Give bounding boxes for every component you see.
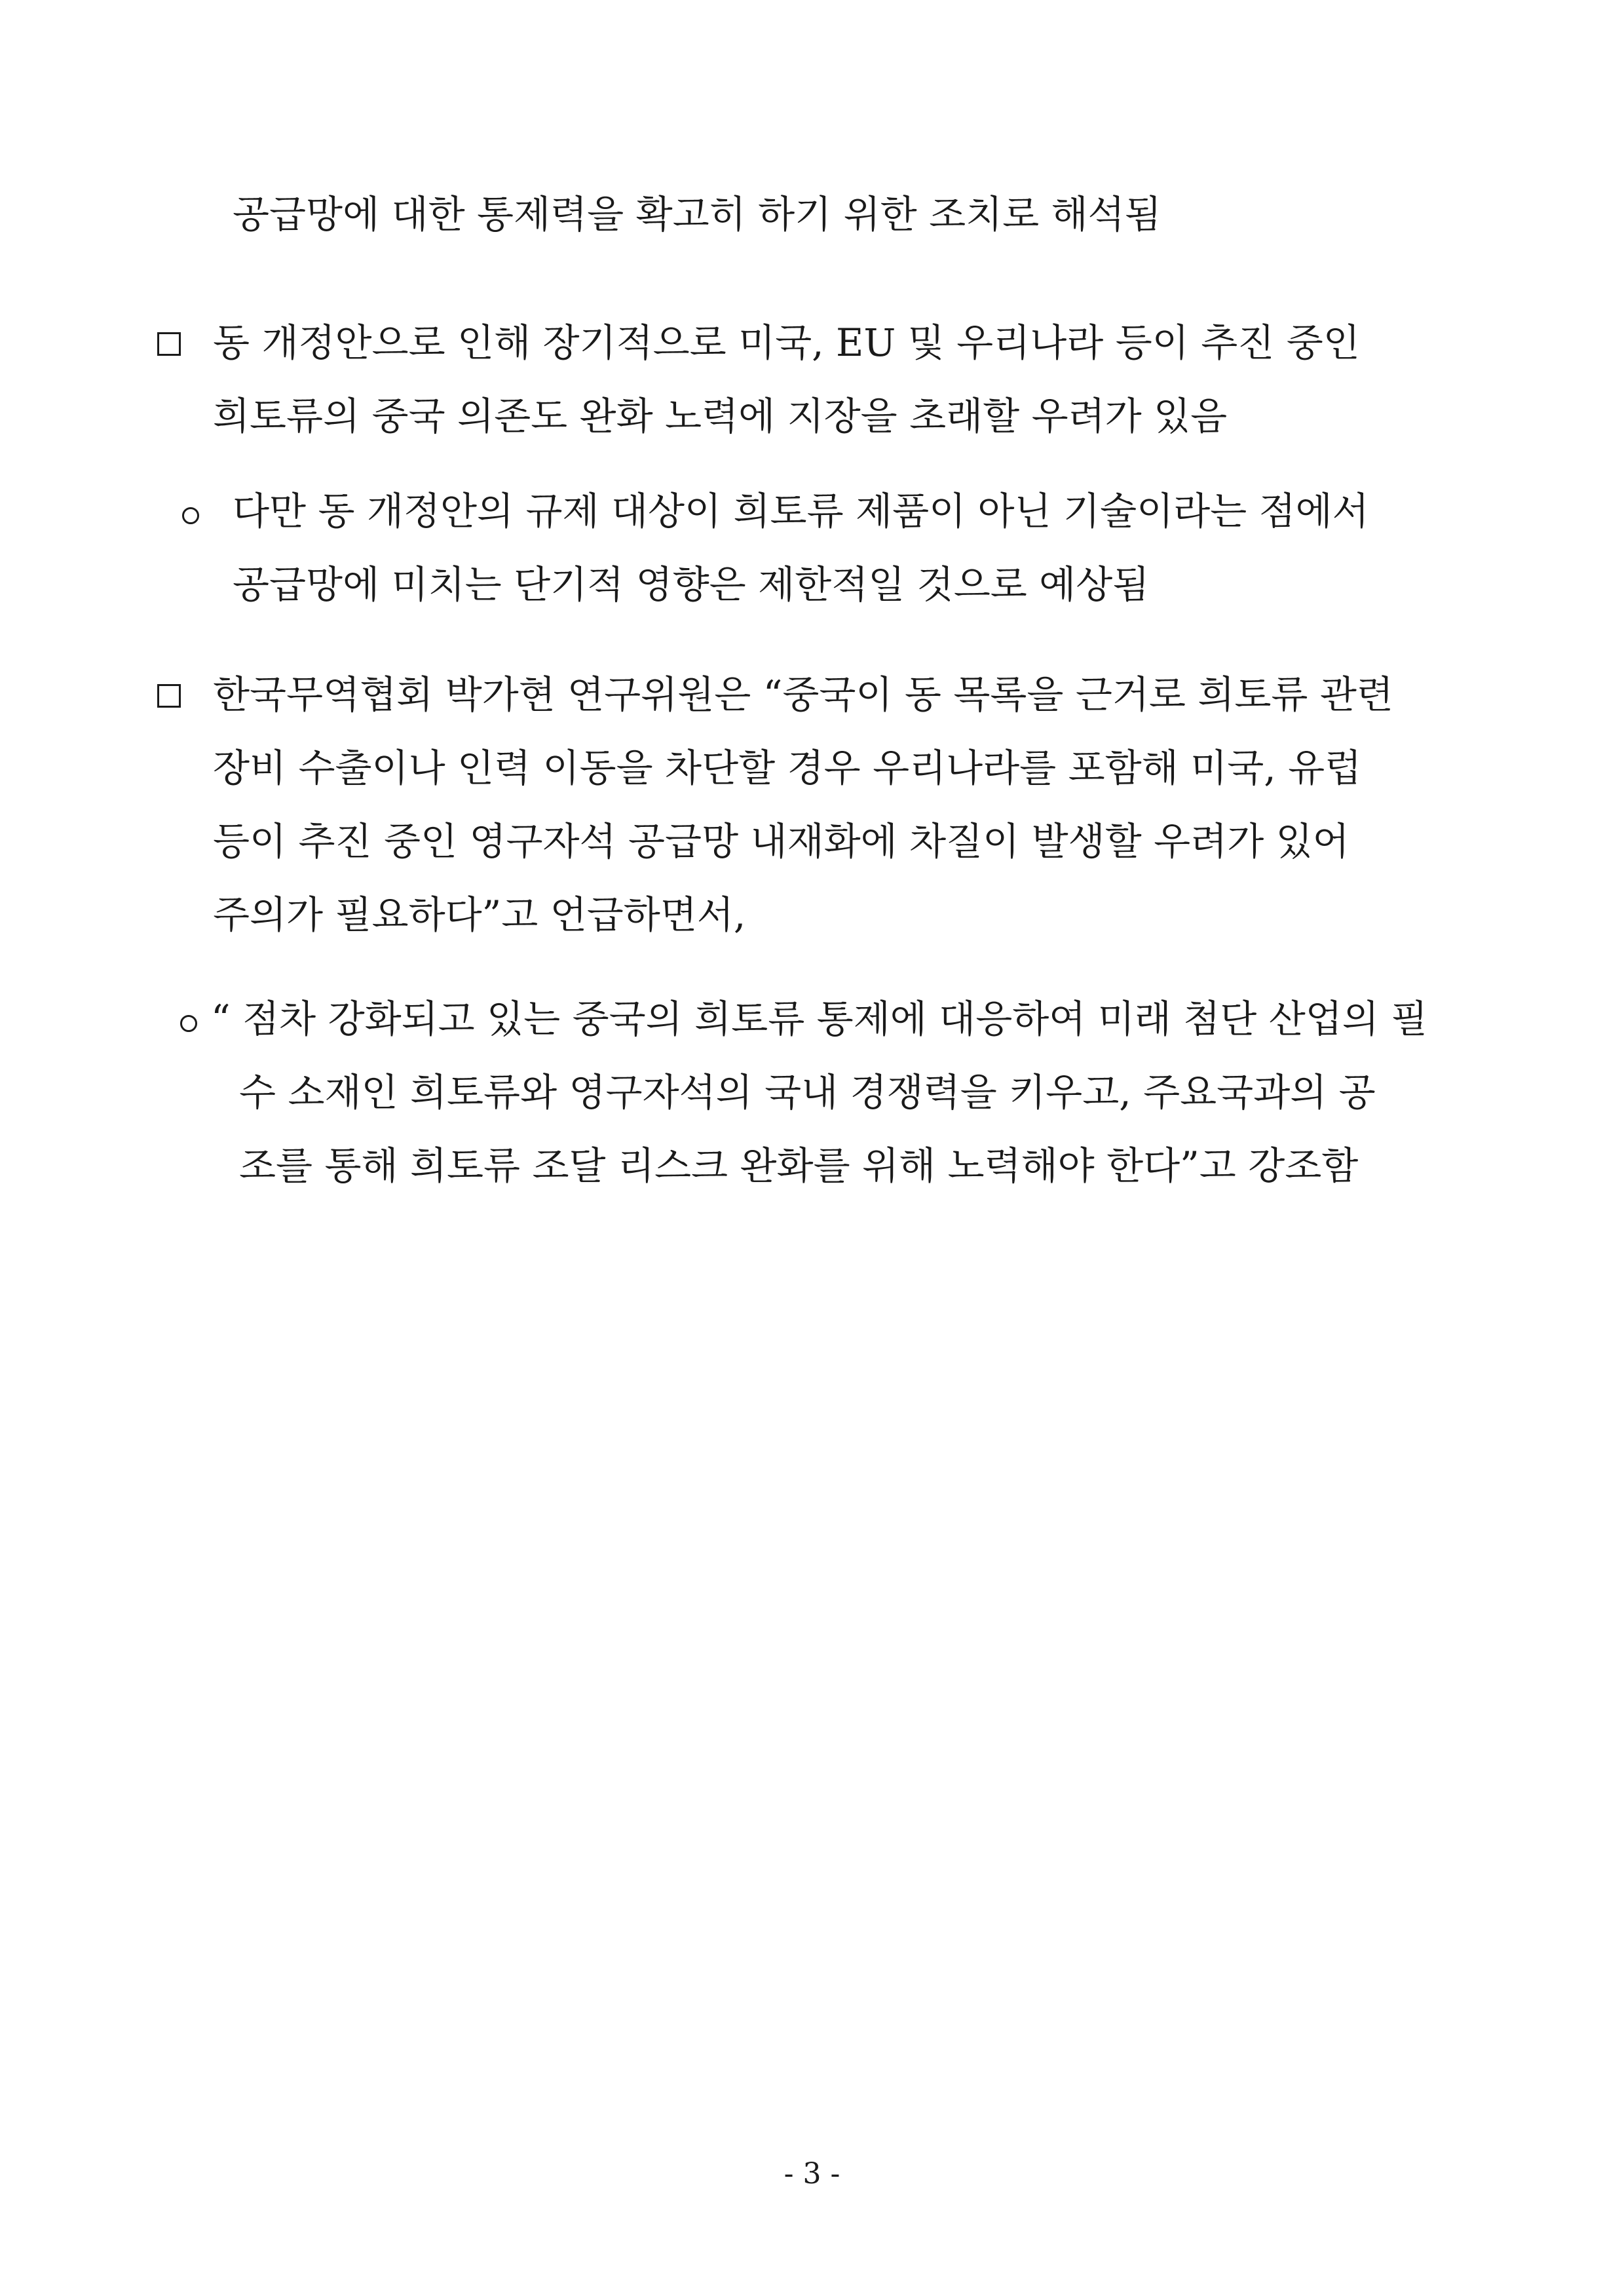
- page-number: - 3 -: [784, 2157, 840, 2191]
- paragraph-2-line-2: 공급망에 미치는 단기적 영향은 제한적일 것으로 예상됨: [233, 562, 1150, 607]
- paragraph-1-line-2: 희토류의 중국 의존도 완화 노력에 지장을 초래할 우려가 있음: [213, 394, 1228, 438]
- paragraph-3-line-1: 한국무역협회 박가현 연구위원은 “중국이 동 목록을 근거로 희토류 관련: [213, 672, 1393, 717]
- paragraph-continuation-line: 공급망에 대한 통제력을 확고히 하기 위한 조치로 해석됨: [233, 192, 1161, 237]
- paragraph-2-line-1: 다만 동 개정안의 규제 대상이 희토류 제품이 아닌 기술이라는 점에서: [233, 489, 1369, 533]
- circle-bullet-icon: [182, 488, 199, 534]
- paragraph-4-line-2: 수 소재인 희토류와 영구자석의 국내 경쟁력을 키우고, 주요국과의 공: [239, 1070, 1376, 1115]
- box-bullet-icon: [157, 320, 181, 366]
- paragraph-3-line-2: 장비 수출이나 인력 이동을 차단할 경우 우리나라를 포함해 미국, 유럽: [213, 746, 1362, 790]
- paragraph-4-line-3: 조를 통해 희토류 조달 리스크 완화를 위해 노력해야 한다”고 강조함: [239, 1143, 1359, 1188]
- paragraph-1-line-1: 동 개정안으로 인해 장기적으로 미국, EU 및 우리나라 등이 추진 중인: [213, 320, 1360, 365]
- paragraph-3-line-4: 주의가 필요하다”고 언급하면서,: [213, 892, 746, 937]
- paragraph-3-line-3: 등이 추진 중인 영구자석 공급망 내재화에 차질이 발생할 우려가 있어: [213, 819, 1350, 864]
- paragraph-4-line-1: “ 점차 강화되고 있는 중국의 희토류 통제에 대응하여 미래 첨단 산업의 필: [211, 997, 1428, 1041]
- circle-bullet-icon: [180, 996, 197, 1042]
- box-bullet-icon: [157, 672, 181, 718]
